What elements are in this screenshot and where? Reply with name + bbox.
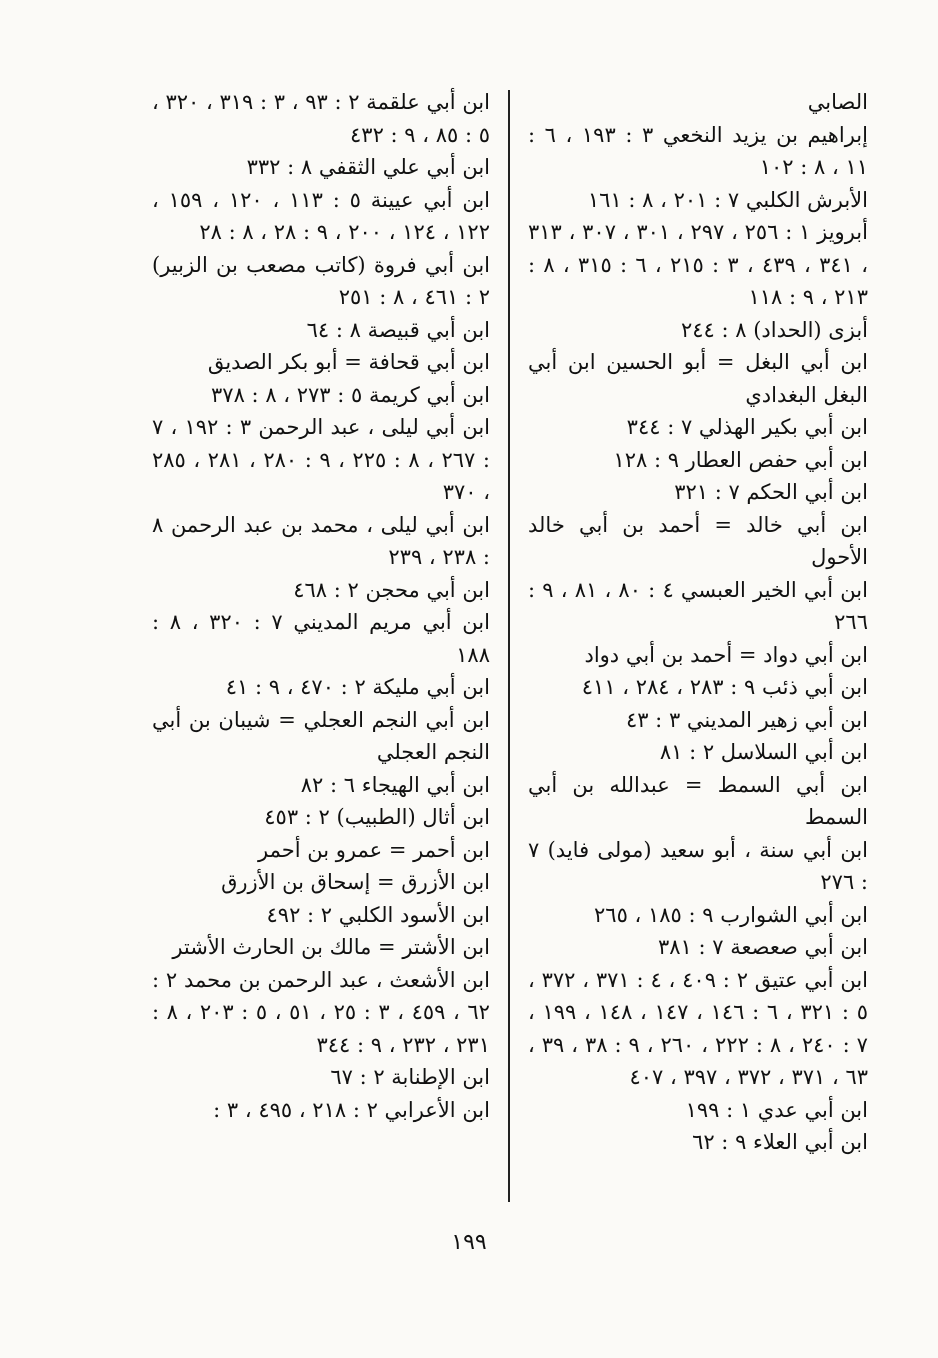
index-entry: ابن أبي الهيجاء ٦ : ٨٢ bbox=[300, 772, 490, 797]
index-entry: ابن أبي علقمة ٢ : ٩٣ ، ٣ : ٣١٩ ، ٣٢٠ ، ٥ : ٨٥ ، ٩ : ٤٣٢ bbox=[152, 90, 490, 147]
index-entry: ابن الأزرق = إسحاق بن الأزرق bbox=[221, 870, 490, 894]
index-entry: ابن أبي حفص العطار ٩ : ١٢٨ bbox=[613, 447, 868, 472]
index-entry: ابن الأشتر = مالك بن الحارث الأشتر bbox=[172, 935, 490, 959]
index-entry: ابن أبي عيينة ٥ : ١١٣ ، ١٢٠ ، ١٥٩ ، ١٢٢ ، ١٢٤ ، ٢٠٠ ، ٩ : ٢٨ ، ٨ : ٢٨ bbox=[152, 187, 490, 244]
index-entry: أبرويز ١ : ٢٥٦ ، ٢٩٧ ، ٣٠١ ، ٣٠٧ ، ٣١٣ ، ٣٤١ ، ٤٣٩ ، ٣ : ٢١٥ ، ٦ : ٣١٥ ، ٨ : ٢١٣ ، ٩ : ١١٨ bbox=[528, 220, 868, 309]
index-entry: أبزى (الحداد) ٨ : ٢٤٤ bbox=[681, 317, 868, 342]
page-number: ١٩٩ bbox=[451, 1230, 487, 1255]
index-entry: ابن أبي مريم المديني ٧ : ٣٢٠ ، ٨ : ١٨٨ bbox=[152, 610, 490, 667]
index-entry: ابن الإطنابة ٢ : ٦٧ bbox=[330, 1065, 490, 1089]
index-entry: ابن أبي علي الثقفي ٨ : ٣٣٢ bbox=[246, 155, 490, 179]
index-entry: ابن أبي عتيق ٢ : ٤٠٩ ، ٤ : ٣٧١ ، ٣٧٢ ، ٥ : ٣٢١ ، ٦ : ١٤٦ ، ١٤٧ ، ١٤٨ ، ١٩٩ ، ٧ : ٢٤٠ ، ٨ : ٢٢٢ ، ٢٦٠ ، ٩ : ٣٨ ، ٣٩ ، ٦٣ ، ٣٧١ ، ٣٧٢ ، ٣٩٧ ، ٤٠٧ bbox=[528, 967, 869, 1089]
index-entry: ابن أبي عدي ١ : ١٩٩ bbox=[685, 1097, 868, 1122]
index-entry: ابن أبي فروة (كاتب مصعب بن الزبير) ٢ : ٤٦١ ، ٨ : ٢٥١ bbox=[152, 252, 490, 309]
index-entry: ابن أبي الشوارب ٩ : ١٨٥ ، ٢٦٥ bbox=[594, 902, 868, 927]
index-entry: ابن أبي قبيصة ٨ : ٦٤ bbox=[306, 317, 490, 342]
index-entry: ابن أثال (الطبيب) ٢ : ٤٥٣ bbox=[264, 805, 490, 829]
index-entry: ابن أبي محجن ٢ : ٤٦٨ bbox=[293, 577, 490, 602]
index-entry: ابن أبي السمط = عبدالله بن أبي السمط bbox=[528, 772, 868, 829]
index-entry: ابن أبي ليلى ، محمد بن عبد الرحمن ٨ : ٢٣٨ ، ٢٣٩ bbox=[152, 512, 490, 569]
index-entry: ابن أبي ذئب ٩ : ٢٨٣ ، ٢٨٤ ، ٤١١ bbox=[581, 675, 868, 699]
index-entry: ابن أبي العلاء ٩ : ٦٢ bbox=[692, 1130, 868, 1154]
index-entry: ابن أبي ليلى ، عبد الرحمن ٣ : ١٩٢ ، ٧ : ٢٦٧ ، ٨ : ٢٢٥ ، ٩ : ٢٨٠ ، ٢٨١ ، ٢٨٥ ، ٣٧٠ bbox=[152, 415, 490, 504]
index-entry: الأبرش الكلبي ٧ : ٢٠١ ، ٨ : ١٦١ bbox=[587, 187, 868, 212]
index-entry: ابن الأعرابي ٢ : ٢١٨ ، ٤٩٥ ، ٣ : bbox=[213, 1097, 490, 1122]
index-entry: ابن أبي صعصعة ٧ : ٣٨١ bbox=[658, 935, 868, 959]
column-divider bbox=[508, 90, 510, 1202]
index-entry: ابن أبي الحكم ٧ : ٣٢١ bbox=[674, 480, 868, 504]
index-entry: ابن أبي كريمة ٥ : ٢٧٣ ، ٨ : ٣٧٨ bbox=[211, 382, 490, 407]
index-entry: ابن أبي بكير الهذلي ٧ : ٣٤٤ bbox=[626, 415, 868, 439]
index-entry: ابن أبي السلاسل ٢ : ٨١ bbox=[659, 740, 868, 764]
index-column-left bbox=[152, 86, 490, 1126]
index-entry: ابن أبي الخير العبسي ٤ : ٨٠ ، ٨١ ، ٩ : ٢٦٦ bbox=[528, 577, 868, 634]
index-entry: ابن الأسود الكلبي ٢ : ٤٩٢ bbox=[266, 902, 490, 927]
index-entry: ابن أبي مليكة ٢ : ٤٧٠ ، ٩ : ٤١ bbox=[225, 675, 490, 699]
index-entry: الصابي bbox=[807, 90, 868, 114]
index-entry: ابن أحمر = عمرو بن أحمر bbox=[258, 837, 490, 862]
index-entry: إبراهيم بن يزيد النخعي ٣ : ١٩٣ ، ٦ : ١١ ، ٨ : ١٠٢ bbox=[528, 122, 868, 179]
index-entry: ابن أبي خالد = أحمد بن أبي خالد الأحول bbox=[528, 512, 868, 569]
index-column-right bbox=[528, 86, 868, 1159]
index-entry: ابن أبي زهير المديني ٣ : ٤٣ bbox=[625, 707, 868, 732]
index-entry: ابن أبي قحافة = أبو بكر الصديق bbox=[207, 350, 490, 374]
index-entry: ابن أبي دواد = أحمد بن أبي دواد bbox=[584, 642, 868, 667]
index-entry: ابن أبي البغل = أبو الحسين ابن أبي البغل البغدادي bbox=[528, 350, 868, 407]
index-entry: ابن أبي النجم العجلي = شيبان بن أبي النجم العجلي bbox=[152, 707, 490, 764]
index-entry: ابن أبي سنة ، أبو سعيد (مولى فايد) ٧ : ٢٧٦ bbox=[528, 837, 868, 894]
index-entry: ابن الأشعث ، عبد الرحمن بن محمد ٢ : ٦٢ ، ٤٥٩ ، ٣ : ٢٥ ، ٥١ ، ٥ : ٢٠٣ ، ٨ : ٢٣١ ، ٢٣٢ ، ٩ : ٣٤٤ bbox=[152, 967, 490, 1057]
